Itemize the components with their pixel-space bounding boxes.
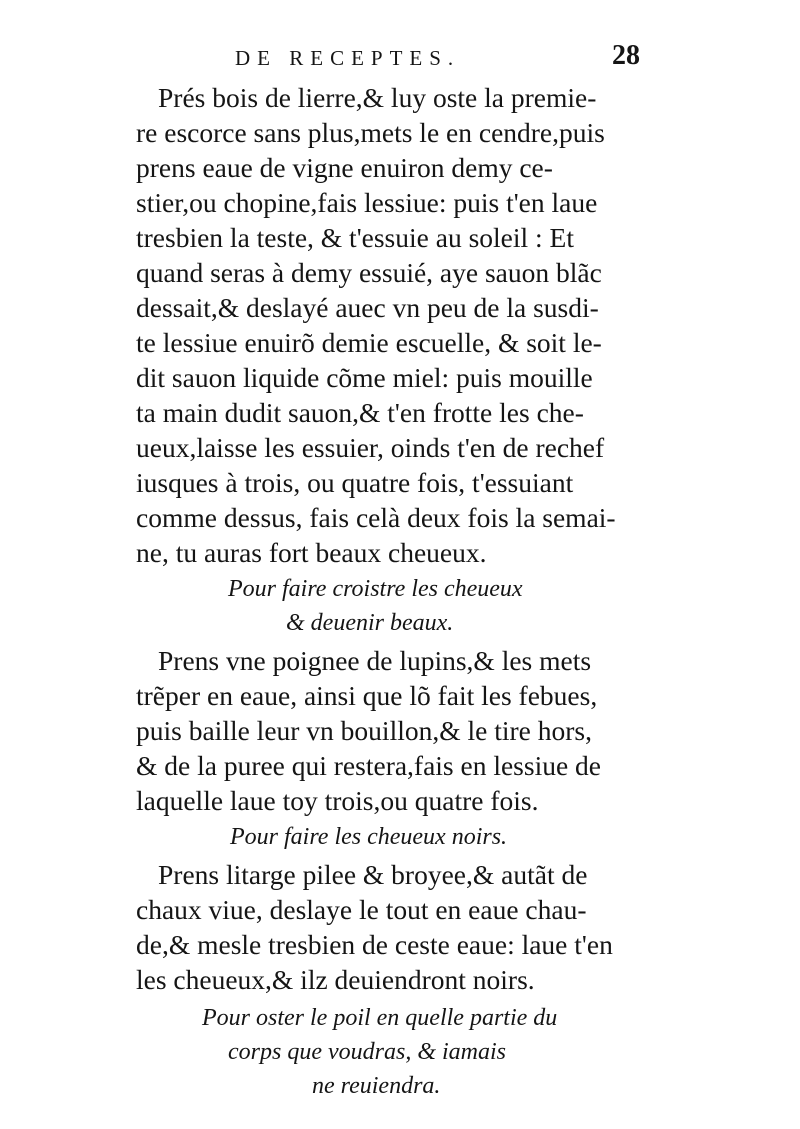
text-line: laquelle laue toy trois,ou quatre fois. [136,785,539,816]
text-line: iusques à trois, ou quatre fois, t'essuiant [136,467,574,498]
text-line: dessait,& deslayé auec vn peu de la susdi- [136,292,599,323]
section-heading: & deuenir beaux. [286,610,454,636]
text-line: & de la puree qui restera,fais en lessiue de [136,750,602,781]
section-heading: Pour faire les cheueux noirs. [230,824,508,850]
text-line: prens eaue de vigne enuiron demy ce- [136,152,553,183]
text-line: Prés bois de lierre,& luy oste la premie- [158,82,597,113]
text-line: dit sauon liquide cõme miel: puis mouille [136,362,593,393]
text-line: ueux,laisse les essuier, oinds t'en de rechef [136,432,605,463]
text-line: Prens litarge pilee & broyee,& autãt de [158,859,588,890]
text-line: trẽper en eaue, ainsi que lõ fait les febues, [136,680,598,711]
text-line: Prens vne poignee de lupins,& les mets [158,645,592,676]
text-line: re escorce sans plus,mets le en cendre,puis [136,117,605,148]
section-heading: ne reuiendra. [312,1073,441,1099]
text-line: les cheueux,& ilz deuiendront noirs. [136,964,535,995]
text-line: quand seras à demy essuié, aye sauon blãc [136,257,602,288]
page-number: 28 [612,40,640,71]
section-heading: Pour oster le poil en quelle partie du [202,1005,558,1031]
text-line: stier,ou chopine,fais lessiue: puis t'en laue [136,187,598,218]
text-line: puis baille leur vn bouillon,& le tire hors, [136,715,592,746]
text-line: de,& mesle tresbien de ceste eaue: laue t'en [136,929,613,960]
text-line: ta main dudit sauon,& t'en frotte les che- [136,397,584,428]
text-line: ne, tu auras fort beaux cheueux. [136,537,487,568]
section-heading: corps que voudras, & iamais [228,1039,506,1065]
text-line: te lessiue enuirõ demie escuelle, & soit le- [136,327,602,358]
text-line: chaux viue, deslaye le tout en eaue chau- [136,894,587,925]
section-heading: Pour faire croistre les cheueux [228,576,523,602]
running-title: DE RECEPTES. [235,46,461,70]
text-line: comme dessus, fais celà deux fois la semai- [136,502,616,533]
text-line: tresbien la teste, & t'essuie au soleil : Et [136,222,574,253]
